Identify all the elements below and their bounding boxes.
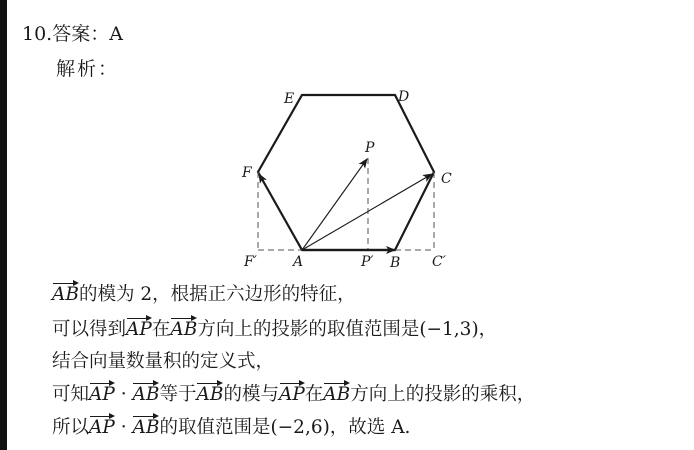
vector-ap: AP (89, 381, 115, 405)
projection-dashed-lines (258, 158, 434, 250)
vector-ap: AP (89, 414, 115, 438)
label-p: P (365, 140, 375, 156)
vector-ab: AB (196, 381, 223, 405)
vector-arrows (259, 159, 432, 250)
vector-ab: AB (132, 381, 159, 405)
line4-prefix: 可知 (52, 384, 90, 405)
analysis-heading: 解析： (56, 58, 120, 80)
vector-ab: AB (323, 381, 350, 405)
label-c-prime: C′ (432, 254, 446, 270)
label-e: E (284, 91, 295, 107)
label-p-prime: P′ (361, 254, 374, 270)
solution-line-5 (52, 413, 410, 439)
vector-ac-arrow (302, 174, 432, 250)
line2-prefix: 可以得到 (52, 319, 127, 340)
line1-text: 的模为 2，根据正六边形的特征， (78, 284, 356, 305)
vector-ab: AB (132, 414, 159, 438)
solution-line-2 (52, 315, 497, 341)
answer-heading: 10.答案：A (22, 23, 123, 45)
label-b: B (390, 255, 401, 271)
line4-mid1: 等于 (159, 384, 197, 405)
vector-ap-arrow (302, 159, 367, 250)
line5-prefix: 所以 (52, 417, 90, 438)
regular-hexagon (258, 95, 434, 250)
solution-line-4 (52, 380, 535, 406)
vector-ab: AB (170, 316, 197, 340)
vector-ap: AP (126, 316, 152, 340)
label-f-prime: F′ (244, 254, 257, 270)
line5-suffix: 的取值范围是(−2,6)，故选 A. (159, 417, 411, 438)
label-d: D (398, 89, 410, 105)
line2-suffix: 方向上的投影的取值范围是(−1,3)， (197, 319, 498, 340)
line3-text: 结合向量数量积的定义式， (52, 351, 275, 372)
line2-mid: 在 (151, 319, 171, 340)
label-f: F (242, 165, 252, 181)
line4-mid2: 的模与 (223, 384, 279, 405)
line4-mid3: 在 (304, 384, 324, 405)
vector-ab: AB (52, 281, 79, 305)
vector-ap: AP (279, 381, 305, 405)
dot-operator: · (114, 417, 133, 438)
label-a: A (293, 254, 304, 270)
solution-line-3 (52, 347, 274, 373)
vector-af-arrow (259, 174, 302, 250)
dot-operator: · (114, 384, 133, 405)
label-c: C (441, 171, 452, 187)
solution-line-1 (52, 280, 356, 306)
line4-suffix: 方向上的投影的乘积， (350, 384, 536, 405)
